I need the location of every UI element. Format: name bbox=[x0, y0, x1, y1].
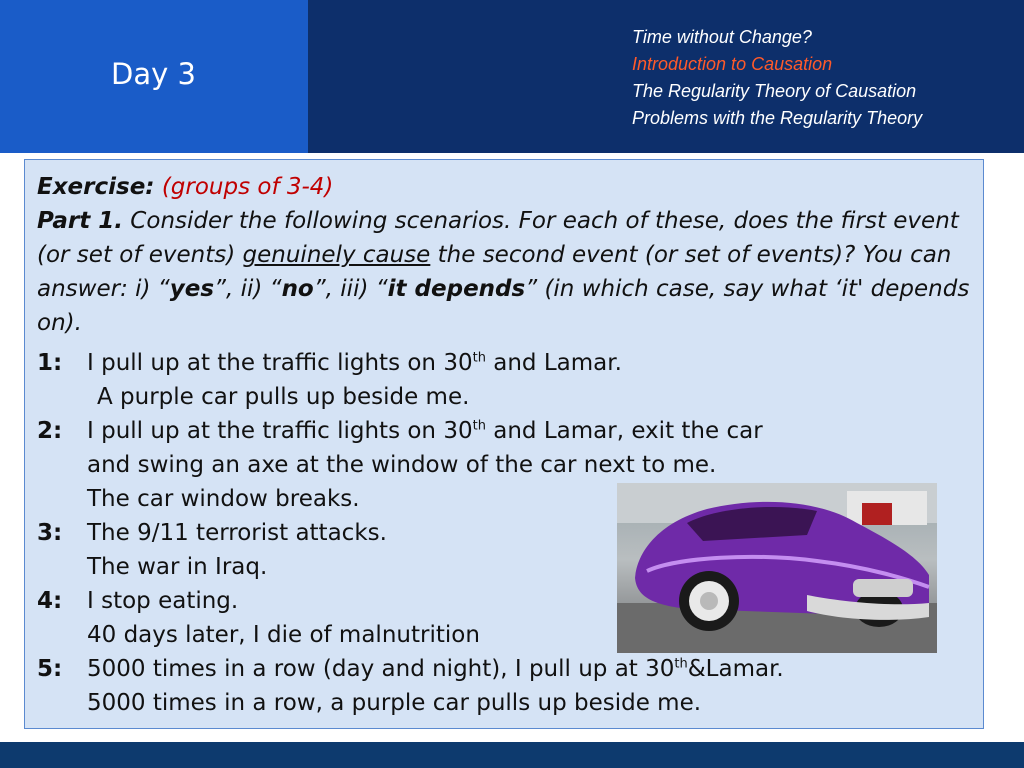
scenario-text: The war in Iraq. bbox=[87, 554, 268, 580]
part-label: Part 1. bbox=[37, 208, 123, 234]
topic-item-active: Introduction to Causation bbox=[632, 54, 833, 74]
purple-car-photo bbox=[617, 483, 937, 653]
scenario-text: I pull up at the traffic lights on 30 bbox=[87, 350, 473, 376]
superscript: th bbox=[472, 350, 486, 366]
scenario-number: 3: bbox=[37, 520, 63, 546]
scenario-text: The car window breaks. bbox=[87, 486, 360, 512]
groups-note: (groups of 3-4) bbox=[161, 174, 334, 200]
instructions-text: Consider the following scenarios. For each of these, does the first event (or set of events) bbox=[37, 208, 959, 268]
scenario-text: 40 days later, I die of malnutrition bbox=[87, 622, 480, 648]
day-title: Day 3 bbox=[111, 57, 196, 91]
scenario-text: The 9/11 terrorist attacks. bbox=[87, 520, 387, 546]
underlined-phrase: genuinely cause bbox=[242, 242, 431, 268]
instructions-text: the second event (or set of events)? You can answer: i) “ bbox=[37, 242, 952, 302]
scenario-item bbox=[37, 346, 973, 414]
scenario-text: &Lamar. bbox=[687, 656, 784, 682]
superscript: th bbox=[674, 656, 688, 672]
scenario-text: A purple car pulls up beside me. bbox=[97, 384, 470, 410]
exercise-label: Exercise: bbox=[37, 174, 155, 200]
topic-item: Problems with the Regularity Theory bbox=[632, 108, 923, 128]
scenario-number: 4: bbox=[37, 588, 63, 614]
scenario-text: and Lamar, exit the car bbox=[485, 418, 763, 444]
topic-item: The Regularity Theory of Causation bbox=[632, 81, 917, 101]
scenario-text: I pull up at the traffic lights on 30 bbox=[87, 418, 473, 444]
scenario-item bbox=[37, 652, 973, 720]
scenario-text: 5000 times in a row, a purple car pulls up beside me. bbox=[87, 690, 702, 716]
instructions-text: ” (in which case, say what ‘it' depends on). bbox=[37, 276, 970, 336]
scenario-text: I stop eating. bbox=[87, 588, 239, 614]
topic-list bbox=[632, 24, 922, 132]
scenario-number: 2: bbox=[37, 418, 63, 444]
scenario-number: 1: bbox=[37, 350, 63, 376]
scenario-text: and Lamar. bbox=[485, 350, 622, 376]
instructions-text: ”, ii) “ bbox=[214, 276, 282, 302]
topic-item: Time without Change? bbox=[632, 27, 812, 47]
superscript: th bbox=[472, 418, 486, 434]
car-illustration bbox=[617, 483, 937, 653]
scenario-text: and swing an axe at the window of the car next to me. bbox=[87, 452, 717, 478]
scenario-text: 5000 times in a row (day and night), I pull up at 30 bbox=[87, 656, 675, 682]
exercise-panel bbox=[24, 159, 984, 729]
header-right-panel bbox=[308, 0, 1024, 153]
answer-depends: it depends bbox=[387, 276, 526, 302]
instructions-text: ”, iii) “ bbox=[313, 276, 388, 302]
answer-no: no bbox=[281, 276, 314, 302]
footer-bar bbox=[0, 742, 1024, 768]
header-left-panel bbox=[0, 0, 308, 153]
answer-yes: yes bbox=[169, 276, 215, 302]
exercise-intro bbox=[37, 170, 973, 340]
scenario-number: 5: bbox=[37, 656, 63, 682]
